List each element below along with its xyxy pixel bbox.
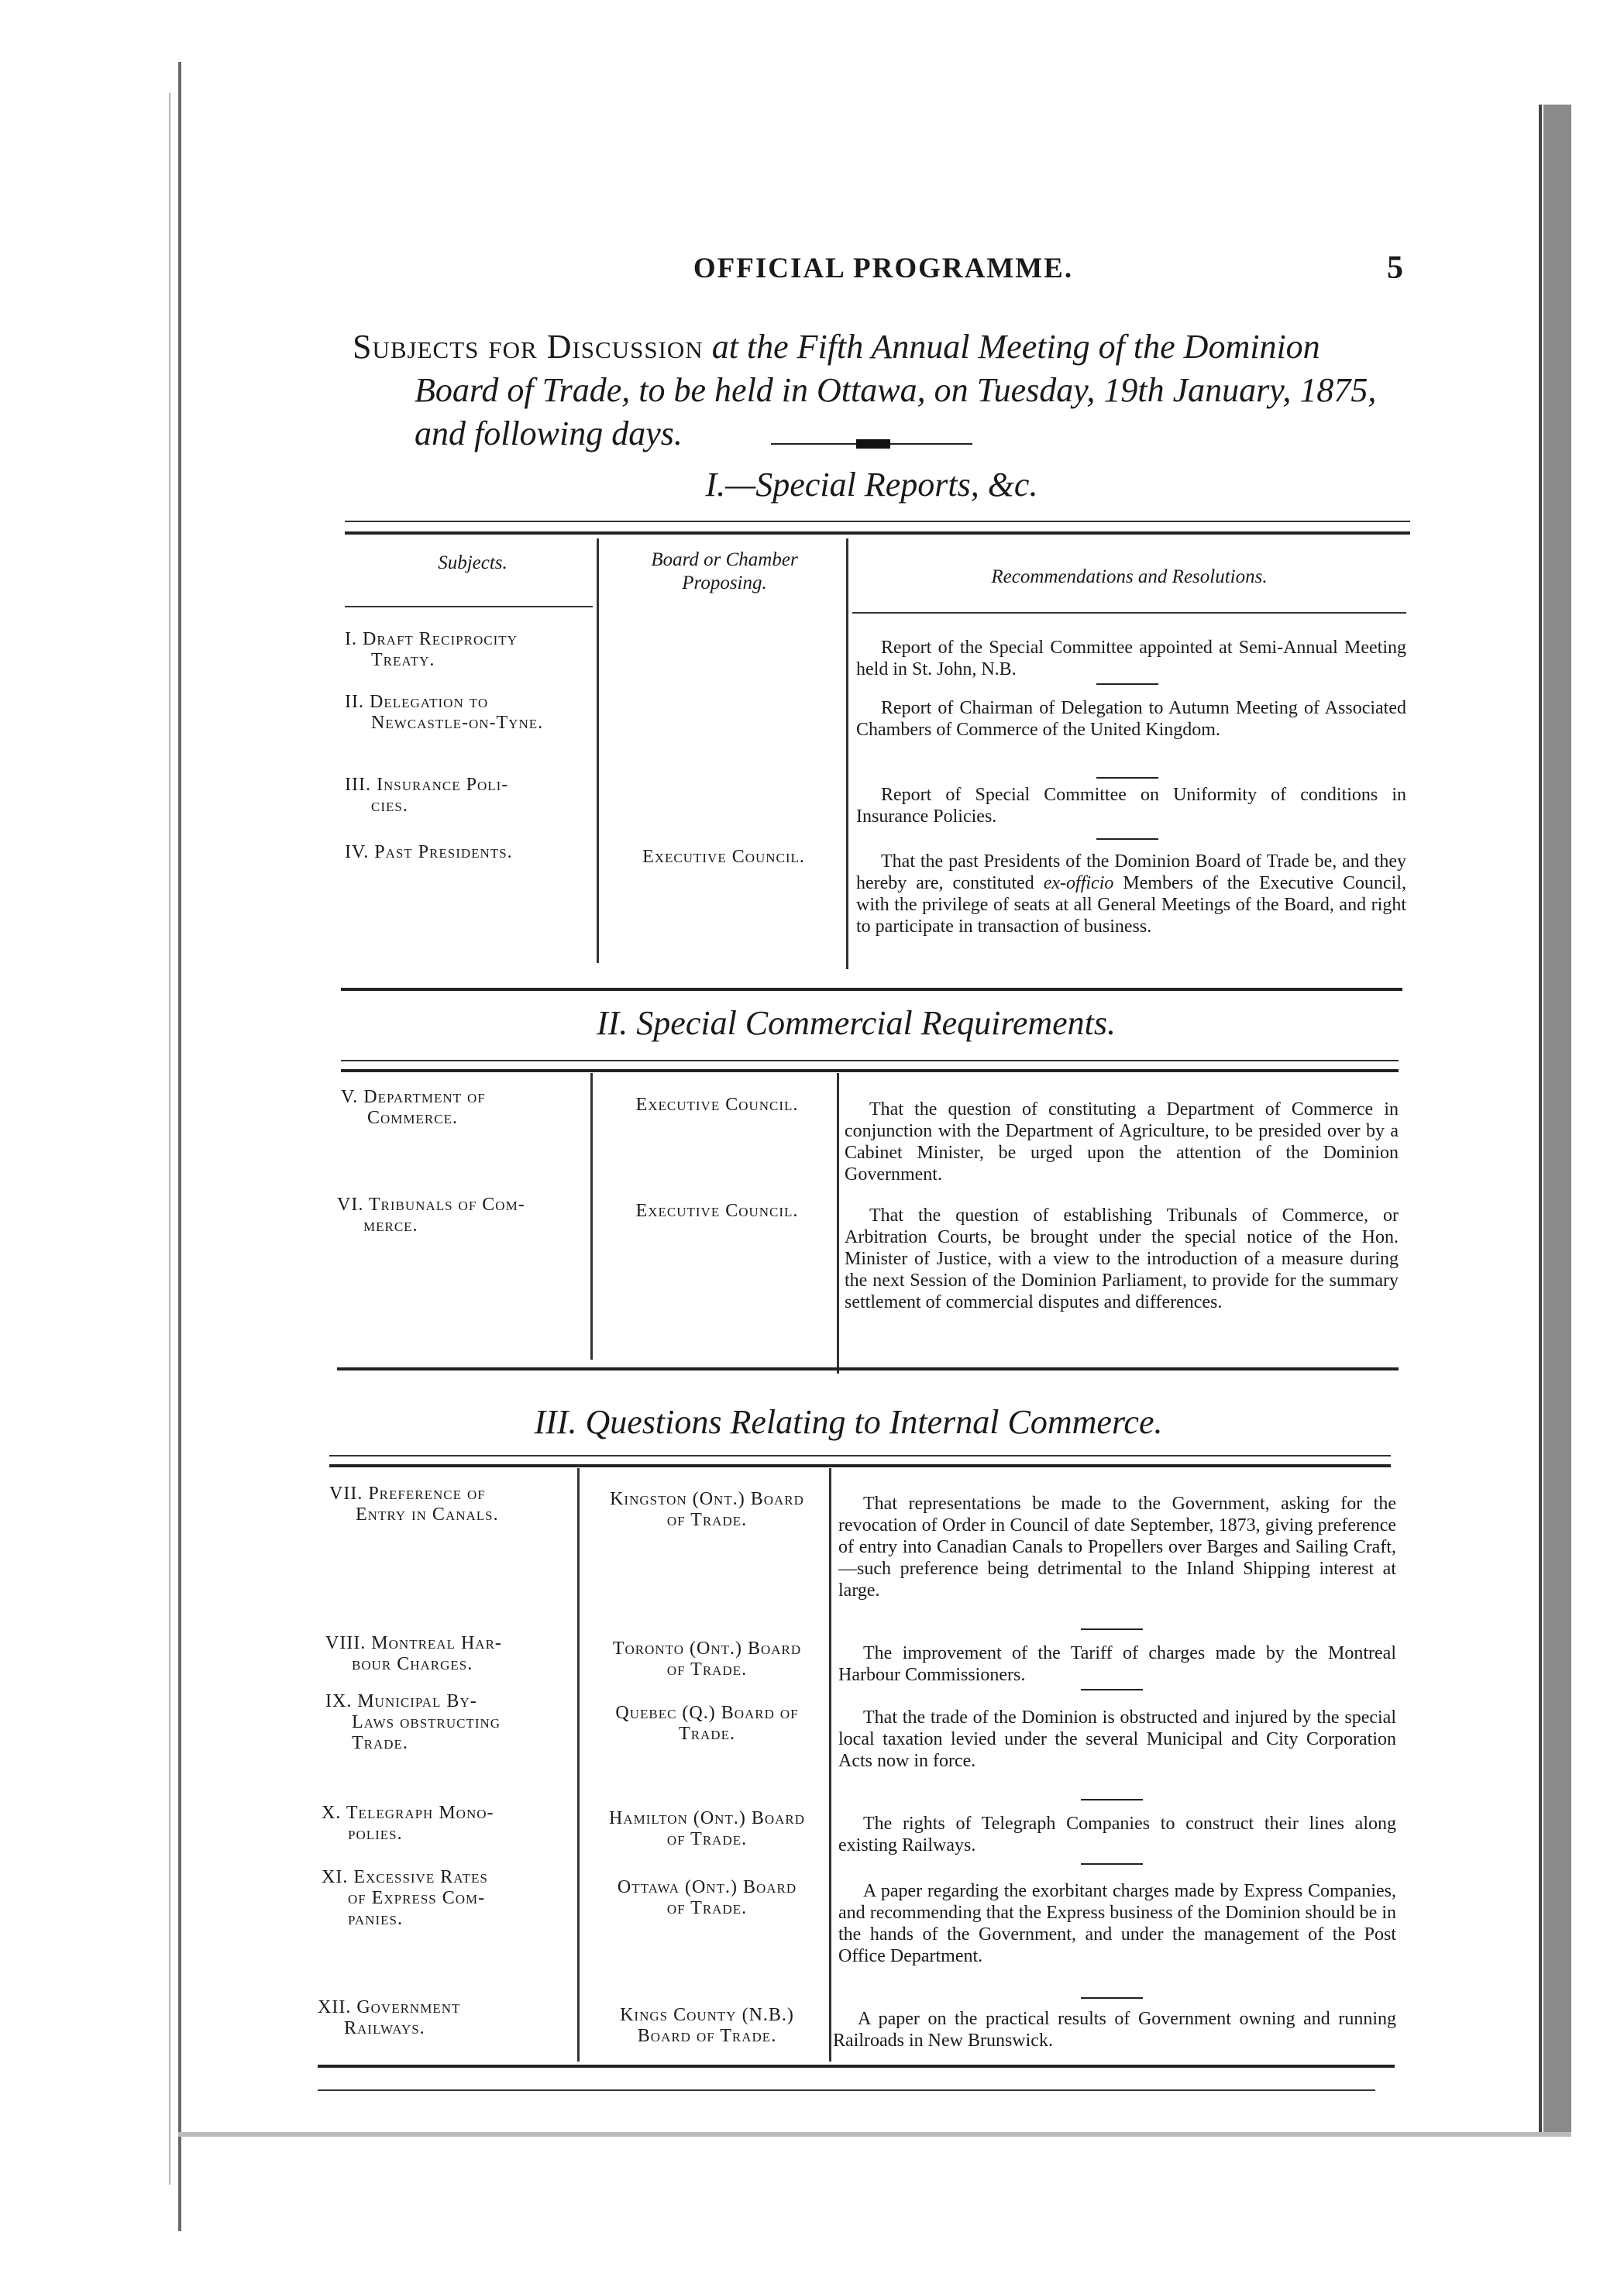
board-entry <box>581 1877 833 1919</box>
column-header-recommendations: Recommendations and Resolutions. <box>991 566 1268 587</box>
table-rule <box>337 1367 1399 1370</box>
rec-part: That the past Presidents of the Dominion Board of Trade be, and they hereby are, constituted <box>856 851 1406 893</box>
separator-rule <box>1096 683 1158 685</box>
subject-line: Laws obstructing <box>352 1712 501 1732</box>
binding-edge <box>178 62 181 2231</box>
separator-rule <box>1096 838 1158 840</box>
column-divider <box>837 1073 839 1374</box>
subject-line: Commerce. <box>367 1108 458 1128</box>
subject-line: Trade. <box>352 1733 408 1753</box>
recommendation-text <box>856 851 1406 937</box>
subject-line: Railways. <box>344 2018 425 2038</box>
subject-line: merce. <box>363 1216 418 1236</box>
board-line: Board of Trade. <box>637 2026 777 2046</box>
subject-line: VIII. Montreal Har- <box>325 1633 502 1653</box>
intro-line2: Board of Trade, to be held in Ottawa, on Tuesday, 19th January, 1875, <box>415 371 1377 409</box>
section-title: III. Questions Relating to Internal Commerce. <box>534 1403 1163 1441</box>
intro-line1: at the Fifth Annual Meeting of the Dominion <box>711 328 1320 366</box>
subject-entry <box>345 692 593 734</box>
separator-rule <box>1081 1689 1143 1690</box>
column-header-subjects: Subjects. <box>438 552 508 573</box>
recommendation-text: The rights of Telegraph Companies to construct their lines along existing Railways. <box>838 1814 1396 1855</box>
table-rule <box>852 612 1406 614</box>
column-divider <box>846 538 848 969</box>
section-title: I.—Special Reports, &c. <box>705 466 1038 504</box>
board-entry <box>581 2005 833 2047</box>
rec-emphasis: ex-officio <box>1043 873 1114 893</box>
board-line: of Trade. <box>666 1510 748 1530</box>
recommendation-text: A paper regarding the exorbitant charges made by Express Companies, and recommending that the Express business of the Dominion should be in the hands of the Government, and under the management of the Post Office Department. <box>838 1881 1396 1966</box>
table-rule <box>345 521 1410 522</box>
subject-line: IX. Municipal By- <box>325 1691 477 1711</box>
running-header: OFFICIAL PROGRAMME. <box>693 253 1074 284</box>
board-entry: Executive Council. <box>642 847 805 867</box>
subject-entry <box>337 1195 593 1236</box>
page-bottom-edge <box>178 2132 1571 2137</box>
column-header-board-line: Proposing. <box>682 573 767 593</box>
subject-line: III. Insurance Poli- <box>345 775 509 795</box>
section-title: II. Special Commercial Requirements. <box>596 1004 1116 1042</box>
column-header-board-line: Board or Chamber <box>651 549 798 570</box>
column-header-board <box>600 549 848 595</box>
board-line: of Trade. <box>666 1829 748 1849</box>
recommendation-text: Report of Special Committee on Uniformity of conditions in Insurance Policies. <box>856 785 1406 827</box>
column-divider <box>829 1468 831 2062</box>
subject-line: Entry in Canals. <box>356 1505 499 1525</box>
table-rule <box>318 2089 1375 2091</box>
recommendation-text: That the question of constituting a Department of Commerce in conjunction with the Department of Agriculture, to be presided over by a Cabinet Minister, be urged upon the attention of the Dominion Government. <box>845 1099 1399 1185</box>
column-divider <box>577 1468 580 2062</box>
subject-line: cies. <box>371 796 408 816</box>
subject-line: V. Department of <box>341 1087 486 1107</box>
board-line: Kings County (N.B.) <box>620 2005 794 2025</box>
separator-rule <box>1081 1628 1143 1630</box>
board-entry: Executive Council. <box>635 1095 799 1115</box>
recommendation-text: Report of the Special Committee appointed at Semi-Annual Meeting held in St. John, N.B. <box>856 638 1406 679</box>
intro-paragraph <box>353 325 1430 456</box>
board-line: Toronto (Ont.) Board <box>612 1639 802 1659</box>
subject-entry <box>329 1484 577 1525</box>
board-entry <box>581 1489 833 1531</box>
subject-entry <box>322 1867 577 1930</box>
board-entry <box>581 1639 833 1680</box>
recommendation-text: That representations be made to the Government, asking for the revocation of Order in Council of date September, 1873, giving preference of entry into Canadian Canals to Propellers over Barges and Sailing Craft, —such preference being detrimental to the Inland Shipping interest at large. <box>838 1494 1396 1601</box>
table-rule <box>345 606 593 607</box>
column-divider <box>597 538 599 963</box>
subject-line: Newcastle-on-Tyne. <box>371 713 544 733</box>
subject-line: panies. <box>348 1909 403 1929</box>
separator-rule <box>1096 777 1158 779</box>
table-rule <box>329 1464 1391 1467</box>
rec-part: Members of the Executive Council, with the privilege of seats at all General Meetings of the Board, and right to participate in transaction of business. <box>856 873 1406 937</box>
subject-line: VI. Tribunals of Com- <box>337 1195 525 1215</box>
subject-line: of Express Com- <box>348 1888 486 1908</box>
subject-entry <box>341 1087 589 1129</box>
board-line: of Trade. <box>666 1659 748 1680</box>
board-line: Hamilton (Ont.) Board <box>609 1808 805 1828</box>
subject-entry <box>318 1997 573 2039</box>
subject-line: I. Draft Reciprocity <box>345 629 518 649</box>
table-rule <box>329 1455 1391 1456</box>
separator-rule <box>1081 1997 1143 1999</box>
board-entry <box>581 1703 833 1745</box>
subject-entry <box>325 1691 573 1754</box>
subject-line: Treaty. <box>371 650 435 670</box>
subject-entry <box>325 1633 581 1675</box>
subject-line: bour Charges. <box>352 1654 473 1674</box>
intro-lead: Subjects for Discussion <box>353 328 704 366</box>
subject-entry <box>345 629 593 671</box>
board-entry <box>581 1808 833 1850</box>
page-number: 5 <box>1387 250 1403 286</box>
recommendation-text: That the question of establishing Tribunals of Commerce, or Arbitration Courts, be brought under the special notice of the Hon. Minister of Justice, with a view to the introduction of a measure during the next Session of the Dominion Parliament, to provide for the summary settlement of commercial disputes and differences. <box>845 1205 1399 1312</box>
subject-line: X. Telegraph Mono- <box>322 1803 494 1823</box>
board-line: of Trade. <box>666 1898 748 1918</box>
intro-line3: and following days. <box>415 414 683 452</box>
subject-line: XI. Excessive Rates <box>322 1867 488 1887</box>
binding-shadow <box>169 93 170 2185</box>
subject-line: VII. Preference of <box>329 1484 486 1504</box>
board-line: Trade. <box>679 1724 735 1744</box>
table-rule <box>345 531 1410 535</box>
board-line: Quebec (Q.) Board of <box>615 1703 799 1723</box>
recommendation-text: A paper on the practical results of Government owning and running Railroads in New Brunswick. <box>833 2009 1396 2051</box>
separator-rule <box>1081 1863 1143 1865</box>
subject-line: XII. Government <box>318 1997 461 2017</box>
table-rule <box>341 1069 1399 1072</box>
separator-rule <box>1081 1799 1143 1800</box>
subject-line: II. Delegation to <box>345 692 489 712</box>
subject-entry: IV. Past Presidents. <box>345 842 513 862</box>
subject-entry <box>322 1803 573 1845</box>
page-edge <box>1543 105 1571 2134</box>
subject-entry <box>345 775 593 817</box>
ornament-divider <box>771 442 972 446</box>
board-line: Ottawa (Ont.) Board <box>617 1877 797 1897</box>
table-rule <box>341 1060 1399 1061</box>
board-line: Kingston (Ont.) Board <box>610 1489 804 1509</box>
table-rule <box>341 988 1402 991</box>
recommendation-text: The improvement of the Tariff of charges made by the Montreal Harbour Commissioners. <box>838 1643 1396 1685</box>
subject-line: polies. <box>348 1824 403 1844</box>
table-rule <box>318 2065 1395 2068</box>
board-entry: Executive Council. <box>635 1201 799 1221</box>
recommendation-text: That the trade of the Dominion is obstructed and injured by the special local taxation levied under the several Municipal and City Corporation Acts now in force. <box>838 1708 1396 1771</box>
recommendation-text: Report of Chairman of Delegation to Autumn Meeting of Associated Chambers of Commerce of the United Kingdom. <box>856 698 1406 740</box>
